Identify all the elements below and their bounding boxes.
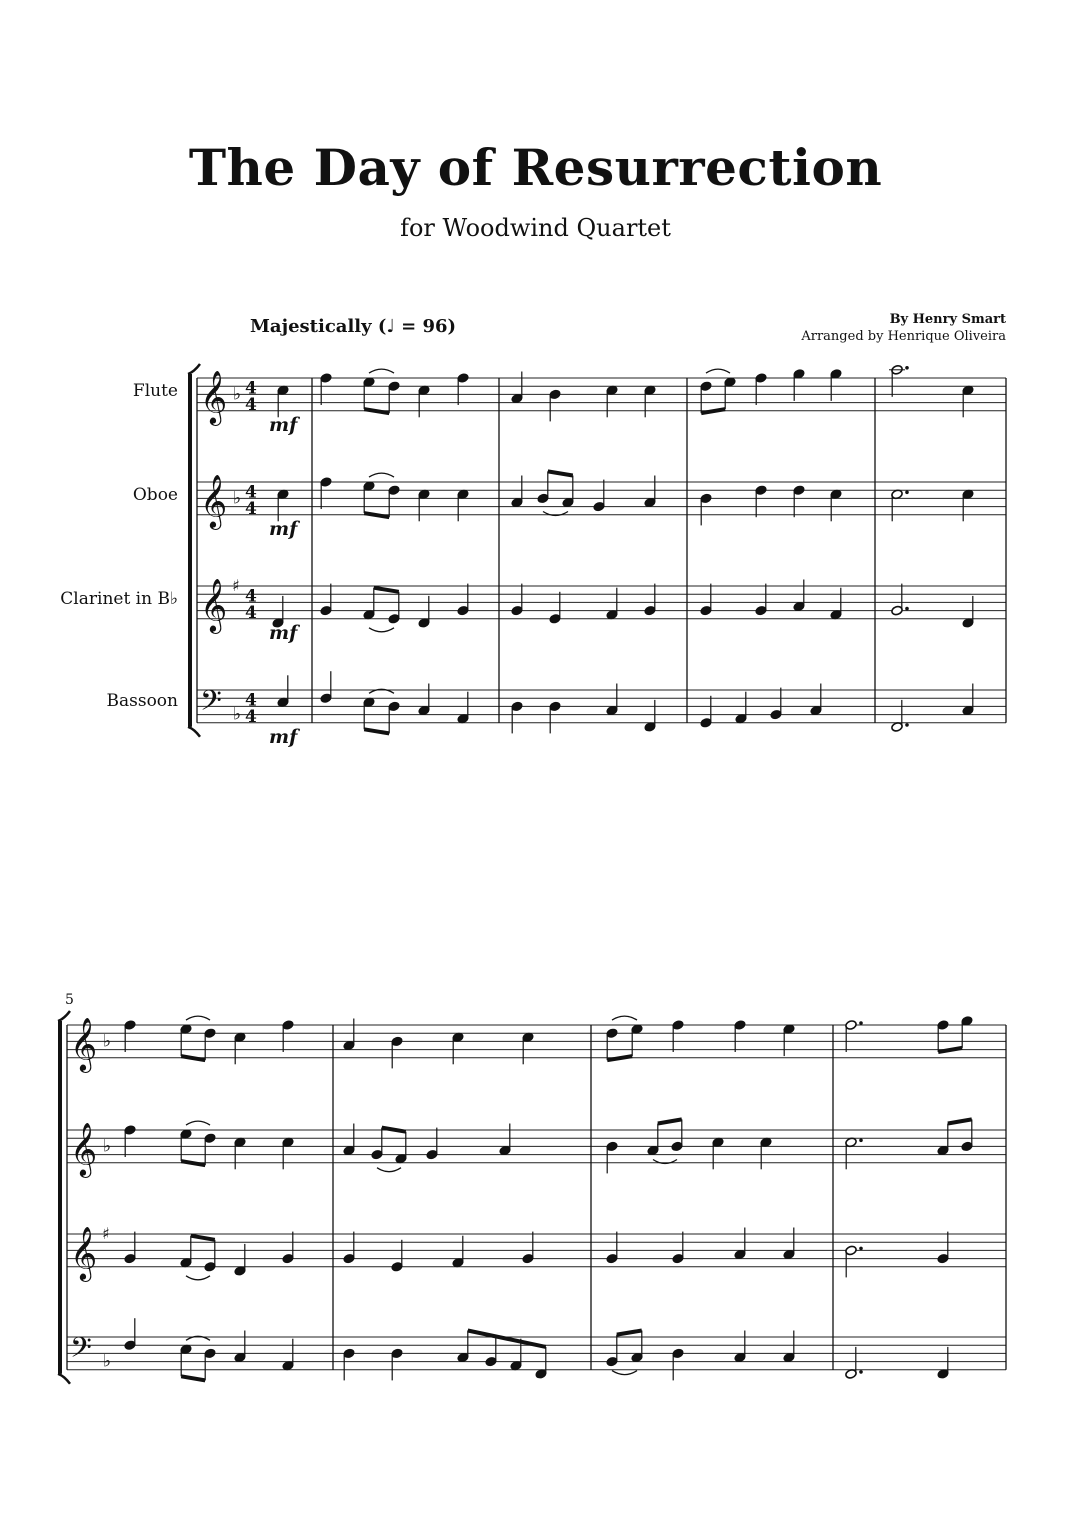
note	[549, 389, 561, 421]
note	[845, 1137, 863, 1169]
beam	[468, 1331, 546, 1347]
note	[962, 684, 974, 716]
beam	[181, 1161, 205, 1165]
bracket-hook	[58, 1374, 70, 1384]
note	[549, 592, 561, 624]
dot	[905, 366, 909, 370]
beam	[948, 1119, 972, 1123]
staff-system1-3	[197, 690, 1006, 723]
slur	[612, 1371, 637, 1375]
arranger-credit: Arranged by Henrique Oliveira	[801, 329, 1006, 344]
note	[830, 588, 842, 620]
note	[830, 369, 842, 401]
time-signature-denominator: 4	[245, 498, 257, 519]
flat-accidental-icon: ♭	[103, 1351, 112, 1372]
note	[793, 485, 805, 517]
note	[700, 584, 712, 616]
time-signature-numerator: 4	[245, 690, 257, 711]
eighth-note	[457, 1331, 469, 1363]
dynamic-mf: mf	[269, 622, 298, 645]
note	[282, 1020, 294, 1052]
score-title: The Day of Resurrection	[188, 138, 883, 197]
dynamic-mf: mf	[269, 518, 298, 541]
note	[889, 364, 909, 396]
eighth-note	[631, 1331, 643, 1363]
eighth-note	[363, 588, 375, 620]
dot	[859, 1247, 863, 1251]
note	[593, 480, 605, 512]
note	[770, 688, 782, 720]
note	[783, 1331, 795, 1363]
note	[830, 489, 842, 521]
flat-accidental-icon: ♭	[103, 1136, 112, 1157]
eighth-note	[180, 1344, 192, 1376]
time-signature-denominator: 4	[245, 706, 257, 727]
note	[962, 385, 974, 417]
eighth-note	[204, 1028, 216, 1060]
note	[391, 1348, 403, 1380]
note	[391, 1240, 403, 1272]
note	[343, 1019, 355, 1051]
note	[343, 1232, 355, 1264]
slur	[186, 1121, 210, 1125]
note	[499, 1124, 511, 1156]
instrument-label-oboe: Oboe	[132, 485, 178, 505]
note	[672, 1020, 684, 1052]
time-signature-numerator: 4	[245, 586, 257, 607]
note	[755, 584, 767, 616]
dynamic-mf: mf	[269, 414, 298, 437]
note	[700, 696, 712, 728]
beam	[181, 1376, 205, 1380]
note	[606, 385, 618, 417]
dot	[905, 723, 909, 727]
dynamic-mf: mf	[269, 726, 298, 749]
eighth-note	[395, 1132, 407, 1164]
note	[452, 1236, 464, 1268]
eighth-note	[388, 701, 400, 733]
score-subtitle: for Woodwind Quartet	[400, 214, 671, 242]
note	[522, 1032, 534, 1064]
note	[457, 692, 469, 724]
beam	[191, 1236, 215, 1240]
note	[320, 584, 332, 616]
slur	[369, 628, 394, 632]
treble-clef-icon: 𝄞	[70, 1016, 98, 1071]
slur	[706, 369, 730, 373]
beam	[382, 1128, 406, 1132]
treble-clef-icon: 𝄞	[200, 369, 228, 424]
note	[937, 1347, 949, 1379]
slur	[369, 473, 394, 477]
note	[937, 1232, 949, 1264]
beam	[617, 1331, 642, 1335]
note	[418, 596, 430, 628]
note	[320, 671, 332, 703]
note	[511, 584, 523, 616]
dot	[859, 1139, 863, 1143]
bass-clef-icon: 𝄢	[70, 1331, 92, 1372]
note	[282, 1339, 294, 1371]
flat-accidental-icon: ♭	[233, 384, 242, 405]
eighth-note	[961, 1119, 973, 1151]
note	[234, 1331, 246, 1363]
slur	[186, 1016, 210, 1020]
beam	[938, 1048, 962, 1052]
beam	[548, 471, 573, 475]
staff-system1-0	[197, 378, 1006, 411]
bracket-hook	[58, 1011, 70, 1021]
dot	[859, 1021, 863, 1025]
note	[734, 1228, 746, 1260]
note	[277, 675, 289, 707]
note	[734, 1331, 746, 1363]
note	[644, 385, 656, 417]
treble-clef-icon: 𝄞	[70, 1225, 98, 1280]
staff-system1-2	[197, 586, 1006, 619]
note	[845, 1245, 863, 1277]
note	[606, 1141, 618, 1173]
note	[457, 489, 469, 521]
slur	[377, 1168, 401, 1172]
note	[755, 485, 767, 517]
beam	[181, 1056, 205, 1060]
dot	[905, 491, 909, 495]
note	[672, 1232, 684, 1264]
note	[962, 596, 974, 628]
note	[606, 1232, 618, 1264]
note	[511, 701, 523, 733]
note	[606, 684, 618, 716]
dot	[859, 1370, 863, 1374]
note	[277, 385, 289, 417]
beam	[658, 1119, 682, 1123]
note	[277, 489, 289, 521]
note	[549, 701, 561, 733]
eighth-note	[180, 1024, 192, 1056]
eighth-note	[631, 1024, 643, 1056]
note	[320, 477, 332, 509]
note	[672, 1348, 684, 1380]
time-signature-numerator: 4	[245, 482, 257, 503]
eighth-note	[961, 1016, 973, 1048]
note	[343, 1348, 355, 1380]
eighth-note	[363, 377, 375, 409]
note	[511, 476, 523, 508]
eighth-note	[371, 1128, 383, 1160]
note	[735, 692, 747, 724]
note	[124, 1318, 136, 1350]
eighth-note	[606, 1335, 618, 1367]
slur	[369, 369, 394, 373]
system-bracket	[58, 1011, 70, 1384]
bar-number: 5	[65, 992, 74, 1008]
system-bracket	[188, 364, 200, 737]
note	[418, 489, 430, 521]
note	[282, 1232, 294, 1264]
instrument-label-flute: Flute	[132, 381, 178, 401]
treble-clef-icon: 𝄞	[200, 473, 228, 528]
eighth-note	[204, 1133, 216, 1165]
note	[845, 1020, 863, 1052]
eighth-note	[388, 485, 400, 517]
note	[644, 584, 656, 616]
note	[343, 1124, 355, 1156]
note	[124, 1125, 136, 1157]
eighth-note	[647, 1124, 659, 1156]
note	[606, 588, 618, 620]
note	[734, 1020, 746, 1052]
bracket-hook	[188, 727, 200, 737]
time-signature-denominator: 4	[245, 602, 257, 623]
eighth-note	[388, 592, 400, 624]
eighth-note	[535, 1347, 547, 1379]
treble-clef-icon: 𝄞	[70, 1121, 98, 1176]
composer-credit: By Henry Smart	[889, 312, 1006, 327]
eighth-note	[724, 377, 736, 409]
note	[234, 1137, 246, 1169]
eighth-note	[562, 476, 574, 508]
beam	[364, 729, 389, 733]
eighth-note	[485, 1335, 497, 1367]
note	[124, 1020, 136, 1052]
time-signature-denominator: 4	[245, 394, 257, 415]
note	[124, 1232, 136, 1264]
note	[452, 1032, 464, 1064]
note	[418, 684, 430, 716]
sharp-accidental-icon: ♯	[102, 1223, 110, 1243]
flat-accidental-icon: ♭	[233, 704, 242, 725]
note	[457, 373, 469, 405]
note	[418, 385, 430, 417]
slur	[612, 1016, 637, 1020]
beam	[374, 588, 399, 592]
eighth-note	[180, 1129, 192, 1161]
note	[391, 1036, 403, 1068]
eighth-note	[671, 1119, 683, 1151]
bass-clef-icon: 𝄢	[200, 684, 222, 725]
eighth-note	[388, 381, 400, 413]
note	[712, 1137, 724, 1169]
bracket-hook	[188, 364, 200, 374]
note	[700, 493, 712, 525]
treble-clef-icon: 𝄞	[200, 577, 228, 632]
eighth-note	[363, 481, 375, 513]
note	[810, 684, 822, 716]
slur	[186, 1276, 210, 1280]
eighth-note	[937, 1124, 949, 1156]
beam	[607, 1056, 632, 1060]
note	[457, 584, 469, 616]
beam	[701, 409, 725, 413]
note	[891, 489, 909, 521]
note	[511, 372, 523, 404]
sharp-accidental-icon: ♯	[232, 575, 240, 595]
dot	[905, 607, 909, 611]
flat-accidental-icon: ♭	[103, 1031, 112, 1052]
beam	[364, 409, 389, 413]
tempo-marking: Majestically (♩ = 96)	[250, 316, 457, 337]
note	[891, 700, 909, 732]
beam	[364, 513, 389, 517]
bracket-bar	[188, 374, 192, 727]
note	[962, 489, 974, 521]
note	[234, 1244, 246, 1276]
eighth-note	[204, 1348, 216, 1380]
note	[793, 580, 805, 612]
flat-accidental-icon: ♭	[233, 488, 242, 509]
eighth-note	[204, 1240, 216, 1272]
note	[426, 1128, 438, 1160]
note	[320, 373, 332, 405]
eighth-note	[537, 471, 549, 503]
note	[755, 373, 767, 405]
eighth-note	[363, 697, 375, 729]
note	[783, 1024, 795, 1056]
eighth-note	[700, 381, 712, 413]
bracket-bar	[58, 1021, 62, 1374]
note	[282, 1137, 294, 1169]
time-signature-numerator: 4	[245, 378, 257, 399]
note	[845, 1347, 863, 1379]
eighth-note	[937, 1020, 949, 1052]
note	[783, 1228, 795, 1260]
instrument-label-clarinet: Clarinet in B♭	[60, 589, 178, 609]
note	[644, 476, 656, 508]
eighth-note	[606, 1028, 618, 1060]
note	[234, 1032, 246, 1064]
note	[522, 1232, 534, 1264]
note	[760, 1137, 772, 1169]
instrument-label-bassoon: Bassoon	[106, 691, 178, 711]
note	[644, 700, 656, 732]
eighth-note	[180, 1236, 192, 1268]
note	[793, 369, 805, 401]
